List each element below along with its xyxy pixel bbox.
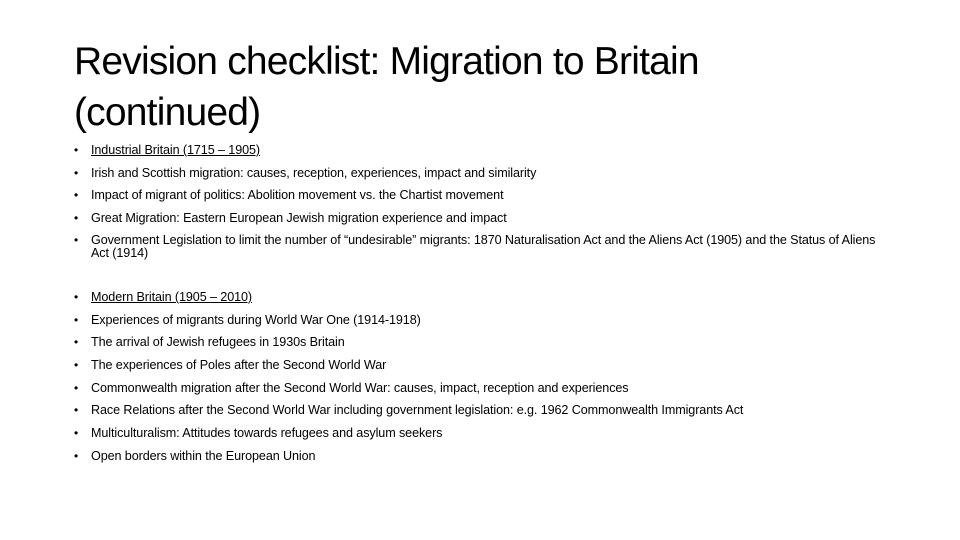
bullet-icon: • <box>74 312 79 327</box>
section-heading-text: Modern Britain (1905 – 2010) <box>91 290 253 304</box>
list-item-text: Open borders within the European Union <box>91 448 316 463</box>
list-item-text: Commonwealth migration after the Second World War: causes, impact, reception and experiences <box>91 380 629 395</box>
bullet-icon: • <box>74 358 79 373</box>
list-item <box>74 359 889 372</box>
list-item <box>74 336 889 349</box>
bullet-icon: • <box>74 188 79 203</box>
list-item <box>74 212 889 225</box>
bullet-icon: • <box>74 233 79 248</box>
industrial-britain-list <box>74 144 889 270</box>
list-item <box>74 189 889 202</box>
bullet-icon: • <box>74 143 79 157</box>
bullet-icon: • <box>74 403 79 418</box>
section-heading-modern <box>74 291 889 304</box>
list-item-text: The experiences of Poles after the Second World War <box>91 358 387 373</box>
bullet-icon: • <box>74 165 79 180</box>
list-item-text: The arrival of Jewish refugees in 1930s Britain <box>91 335 345 350</box>
bullet-icon: • <box>74 380 79 395</box>
bullet-icon: • <box>74 290 79 304</box>
bullet-icon: • <box>74 448 79 463</box>
list-item-text: Experiences of migrants during World War One (1914-1918) <box>91 312 421 327</box>
list-item-text: Multiculturalism: Attitudes towards refugees and asylum seekers <box>91 426 443 441</box>
list-item <box>74 404 889 417</box>
list-item <box>74 314 889 327</box>
list-item <box>74 427 889 440</box>
slide-title <box>74 36 894 138</box>
list-item <box>74 167 889 180</box>
list-item <box>74 234 889 260</box>
list-item-text: Government Legislation to limit the number of “undesirable” migrants: 1870 Naturalisation Act and the Aliens Act (1905) and the Status of Aliens Act (1914) <box>91 233 876 261</box>
list-item-text: Race Relations after the Second World War including government legislation: e.g. 1962 Commonwealth Immigrants Act <box>91 403 744 418</box>
bullet-icon: • <box>74 426 79 441</box>
slide-title-line-2: (continued) <box>74 91 261 134</box>
list-item <box>74 450 889 463</box>
list-item <box>74 382 889 395</box>
bullet-icon: • <box>74 335 79 350</box>
list-item-text: Great Migration: Eastern European Jewish migration experience and impact <box>91 210 507 225</box>
section-heading-industrial <box>74 144 889 157</box>
modern-britain-list <box>74 291 889 473</box>
slide-title-line-1: Revision checklist: Migration to Britain <box>74 40 699 83</box>
bullet-icon: • <box>74 210 79 225</box>
list-item-text: Impact of migrant of politics: Abolition movement vs. the Chartist movement <box>91 188 504 203</box>
list-item-text: Irish and Scottish migration: causes, reception, experiences, impact and similarity <box>91 165 537 180</box>
section-heading-text: Industrial Britain (1715 – 1905) <box>91 143 261 157</box>
